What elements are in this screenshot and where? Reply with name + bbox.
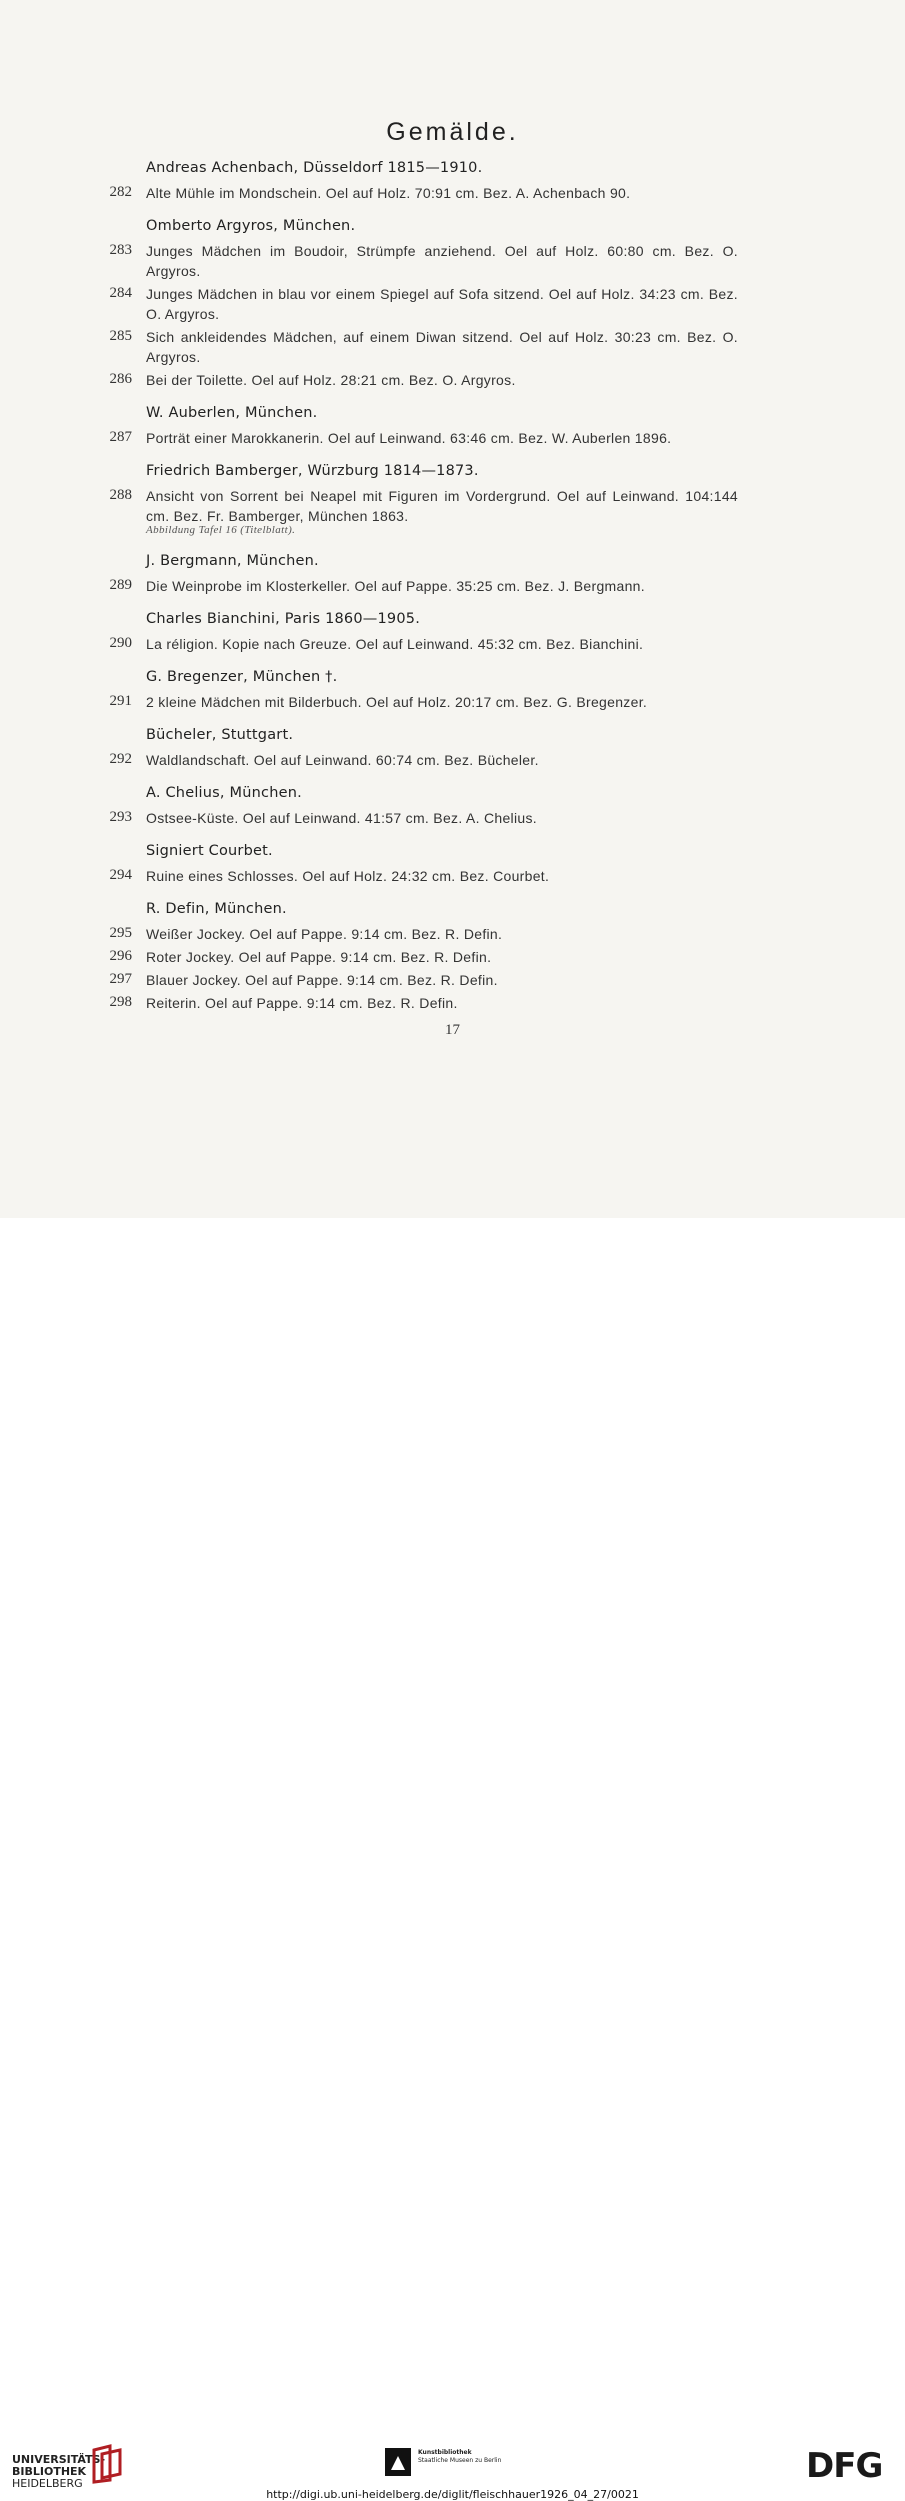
page-number: 17 (445, 1022, 460, 1038)
entry-number: 292 (109, 751, 132, 767)
library-name-line3: HEIDELBERG (12, 2477, 83, 2490)
permalink-url[interactable]: http://digi.ub.uni-heidelberg.de/diglit/fleischhauer1926_04_27/0021 (266, 2488, 639, 2501)
illustration-note: Abbildung Tafel 16 (Titelblatt). (146, 524, 296, 536)
entry-number: 286 (109, 371, 132, 387)
artist-heading: A. Chelius, München. (146, 785, 302, 801)
entry-description: Ostsee-Küste. Oel auf Leinwand. 41:57 cm. Bez. A. Chelius. (146, 810, 537, 826)
entry-description: Bei der Toilette. Oel auf Holz. 28:21 cm. Bez. O. Argyros. (146, 372, 516, 388)
entry-description: Die Weinprobe im Klosterkeller. Oel auf Pappe. 35:25 cm. Bez. J. Bergmann. (146, 578, 645, 594)
entry-description: Junges Mädchen im Boudoir, Strümpfe anziehend. Oel auf Holz. 60:80 cm. Bez. O. Argyros. (146, 243, 738, 279)
entry-number: 290 (109, 635, 132, 651)
artist-heading: Omberto Argyros, München. (146, 218, 356, 234)
entry-number: 288 (109, 487, 132, 503)
artist-heading: Charles Bianchini, Paris 1860—1905. (146, 611, 420, 627)
entry-number: 284 (109, 285, 132, 301)
entry-number: 282 (109, 184, 132, 200)
entry-description: Porträt einer Marokkanerin. Oel auf Leinwand. 63:46 cm. Bez. W. Auberlen 1896. (146, 430, 672, 446)
entry-description: Ruine eines Schlosses. Oel auf Holz. 24:32 cm. Bez. Courbet. (146, 868, 550, 884)
entry-number: 295 (109, 925, 132, 941)
entry-description: Waldlandschaft. Oel auf Leinwand. 60:74 cm. Bez. Bücheler. (146, 752, 539, 768)
entry-number: 291 (109, 693, 132, 709)
entry-number: 285 (109, 328, 132, 344)
entry-description: Blauer Jockey. Oel auf Pappe. 9:14 cm. Bez. R. Defin. (146, 972, 498, 988)
entry-description: Weißer Jockey. Oel auf Pappe. 9:14 cm. Bez. R. Defin. (146, 926, 503, 942)
kunstbibliothek-label[interactable] (418, 2449, 501, 2465)
artist-heading: Andreas Achenbach, Düsseldorf 1815—1910. (146, 160, 483, 176)
artist-heading: J. Bergmann, München. (146, 553, 319, 569)
entry-number: 294 (109, 867, 132, 883)
dfg-logo[interactable]: DFG (806, 2446, 883, 2486)
footer-bar (0, 1218, 905, 2501)
entry-description: La réligion. Kopie nach Greuze. Oel auf Leinwand. 45:32 cm. Bez. Bianchini. (146, 636, 644, 652)
artist-heading: Signiert Courbet. (146, 843, 273, 859)
entry-description: 2 kleine Mädchen mit Bilderbuch. Oel auf Holz. 20:17 cm. Bez. G. Bregenzer. (146, 694, 648, 710)
artist-heading: G. Bregenzer, München †. (146, 669, 338, 685)
library-name-line1: UNIVERSITÄTS- (12, 2453, 106, 2466)
entry-number: 283 (109, 242, 132, 258)
kb-subtitle: Staatliche Museen zu Berlin (418, 2457, 502, 2464)
kb-name: Kunstbibliothek (418, 2449, 472, 2456)
artist-heading: W. Auberlen, München. (146, 405, 318, 421)
ub-heidelberg-icon (90, 2444, 126, 2484)
document-page (0, 0, 905, 1218)
entry-description: Junges Mädchen in blau vor einem Spiegel auf Sofa sitzend. Oel auf Holz. 34:23 cm. Bez. O. Argyros. (146, 286, 738, 322)
entry-number: 289 (109, 577, 132, 593)
page-title: Gemälde. (386, 118, 519, 146)
entry-description: Reiterin. Oel auf Pappe. 9:14 cm. Bez. R. Defin. (146, 995, 458, 1011)
entry-number: 297 (109, 971, 132, 987)
entry-description: Alte Mühle im Mondschein. Oel auf Holz. 70:91 cm. Bez. A. Achenbach 90. (146, 185, 631, 201)
entry-description: Ansicht von Sorrent bei Neapel mit Figuren im Vordergrund. Oel auf Leinwand. 104:144 cm. Bez. Fr. Bamberger, München 1863. (146, 488, 738, 524)
artist-heading: Bücheler, Stuttgart. (146, 727, 294, 743)
entry-description: Roter Jockey. Oel auf Pappe. 9:14 cm. Bez. R. Defin. (146, 949, 492, 965)
entry-number: 298 (109, 994, 132, 1010)
entry-number: 296 (109, 948, 132, 964)
library-name-line2: BIBLIOTHEK (12, 2465, 87, 2478)
entry-number: 287 (109, 429, 132, 445)
artist-heading: Friedrich Bamberger, Würzburg 1814—1873. (146, 463, 479, 479)
artist-heading: R. Defin, München. (146, 901, 287, 917)
entry-number: 293 (109, 809, 132, 825)
kunstbibliothek-icon (385, 2448, 411, 2476)
entry-description: Sich ankleidendes Mädchen, auf einem Diwan sitzend. Oel auf Holz. 30:23 cm. Bez. O. Argyros. (146, 329, 738, 365)
